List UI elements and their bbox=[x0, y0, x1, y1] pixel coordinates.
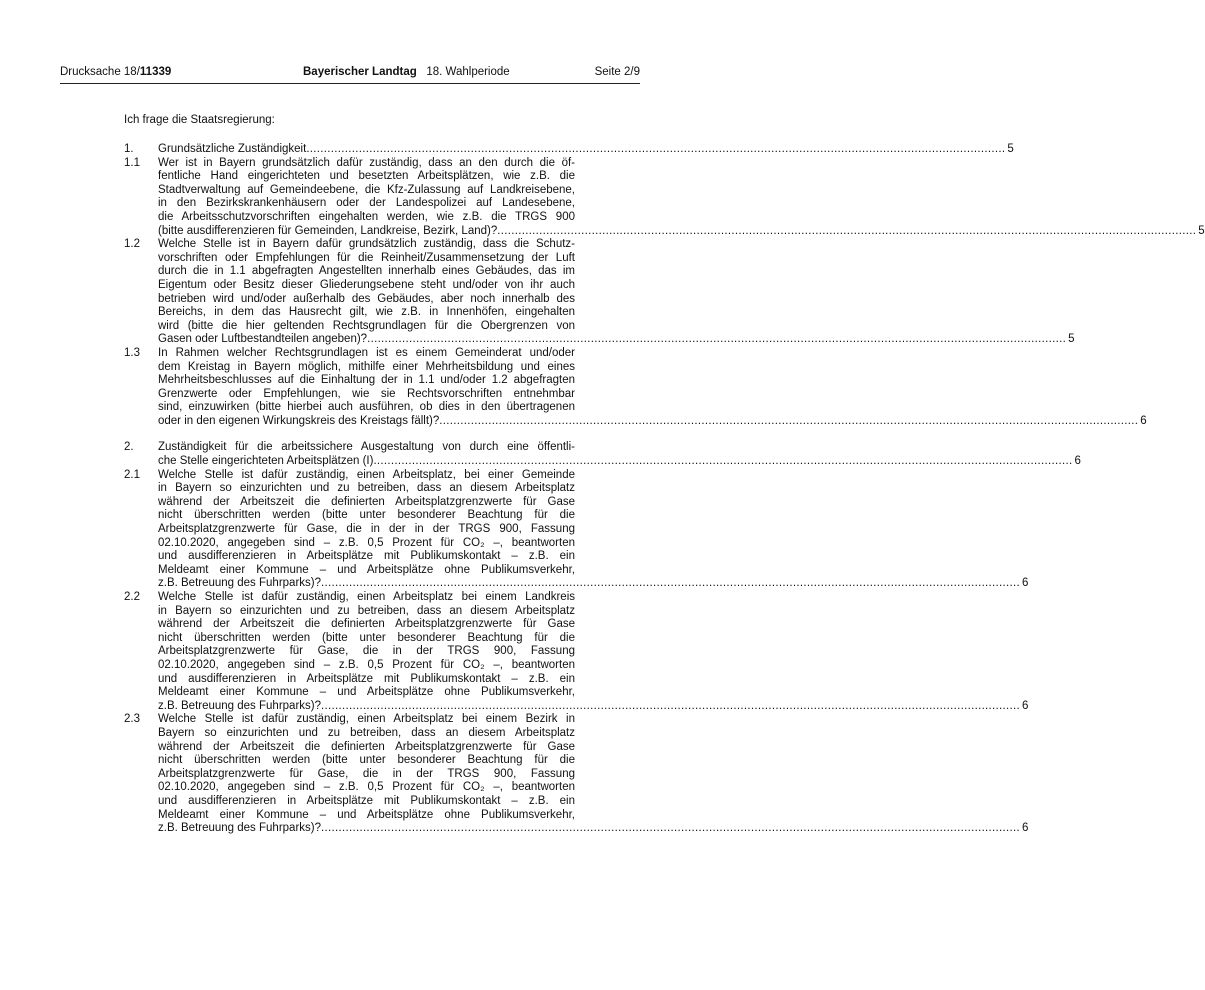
toc-entry-number: 1.1 bbox=[124, 156, 140, 169]
toc-entry bbox=[124, 591, 1029, 713]
toc-entry-line: während der Arbeitszeit die definierten Arbeitsplatzgrenzwerte für Gase bbox=[158, 495, 575, 508]
toc-entry-line: wird (bitte die hier geltenden Rechtsgrundlagen für die Obergrenzen von bbox=[158, 319, 575, 332]
toc-page-number: 6 bbox=[1022, 577, 1029, 590]
toc-entry-last-line bbox=[158, 333, 1075, 347]
dot-leader: ........................................................................................................................................................................................................ bbox=[321, 699, 1021, 712]
toc-entry-last-line bbox=[158, 455, 1081, 469]
page-number: Seite 2/9 bbox=[594, 66, 640, 78]
toc-entry-line: Grundsätzliche Zuständigkeit bbox=[158, 143, 307, 155]
toc-entry-line: Meldeamt einer Kommune – und Arbeitsplätze ohne Publikumsverkehr, bbox=[158, 563, 575, 576]
dot-leader: ........................................................................................................................................................................................................ bbox=[306, 143, 1006, 155]
legislative-period: 18. Wahlperiode bbox=[426, 66, 510, 78]
toc-entry-line: Grenzwerte oder Empfehlungen, wie sie Rechtsvorschriften entnehmbar bbox=[158, 387, 575, 400]
intro-text: Ich frage die Staatsregierung: bbox=[124, 114, 275, 126]
toc-page-number: 6 bbox=[1022, 699, 1029, 712]
toc-entry-line: und ausdifferenzieren in Arbeitsplätze mit Publikumskontakt – z.B. ein bbox=[158, 794, 575, 807]
toc-entry-last-line bbox=[158, 224, 1205, 239]
toc-entry-text bbox=[158, 143, 1014, 157]
toc-entry-line: Bayern so einzurichten und zu betreiben, dass an diesem Arbeitsplatz bbox=[158, 726, 575, 739]
toc-entry-line: Welche Stelle ist dafür zuständig, einen Arbeitsplatz bei einem Landkreis bbox=[158, 591, 575, 603]
toc-entry-text bbox=[158, 713, 1029, 835]
dot-leader: ........................................................................................................................................................................................................ bbox=[373, 455, 1073, 468]
toc-entry-line: in Bayern so einzurichten und zu betreiben, dass an diesem Arbeitsplatz bbox=[158, 482, 575, 495]
toc-entry-line: Gasen oder Luftbestandteilen angeben)? bbox=[158, 333, 368, 346]
toc-entry-line: durch die in 1.1 abgefragten Angestellten innerhalb eines Gebäudes, das im bbox=[158, 265, 575, 278]
dot-leader: ........................................................................................................................................................................................................ bbox=[321, 577, 1021, 590]
toc-entry bbox=[124, 156, 1205, 239]
toc-entry-line: in Bayern so einzurichten und zu betreiben, dass an diesem Arbeitsplatz bbox=[158, 604, 575, 617]
section-gap bbox=[124, 428, 575, 441]
toc-entry bbox=[124, 238, 1075, 347]
toc-entry-text bbox=[158, 238, 1075, 347]
toc-entry-line: nicht überschritten werden (bitte unter besonderer Beachtung für die bbox=[158, 754, 575, 767]
toc-entry-line: betrieben wird und/oder außerhalb des Gebäudes, aber noch innerhalb des bbox=[158, 292, 575, 305]
toc-entry-last-line bbox=[158, 414, 1147, 429]
toc-entry bbox=[124, 468, 1029, 591]
toc-entry-line: in den Bezirkskrankenhäusern oder der Landespolizei auf Landesebene, bbox=[158, 197, 575, 210]
toc-entry-line: Bereichs, in dem das Hausrecht gilt, wie z.B. in Innenhöfen, eingehalten bbox=[158, 306, 575, 319]
toc-entry-line: Meldeamt einer Kommune – und Arbeitsplätze ohne Publikumsverkehr, bbox=[158, 808, 575, 821]
toc-entry-line: während der Arbeitszeit die definierten Arbeitsplatzgrenzwerte für Gase bbox=[158, 740, 575, 753]
toc-entry-line: Meldeamt einer Kommune – und Arbeitsplätze ohne Publikumsverkehr, bbox=[158, 686, 575, 699]
toc-page-number: 5 bbox=[1068, 333, 1075, 346]
toc-entry-line: Mehrheitsbeschlusses auf die Einhaltung der in 1.1 und/oder 1.2 abgefragten bbox=[158, 374, 575, 387]
toc-entry-line: nicht überschritten werden (bitte unter besonderer Beachtung für die bbox=[158, 631, 575, 644]
header-divider bbox=[60, 83, 640, 84]
toc-entry-line: oder in den eigenen Wirkungskreis des Kreistags fällt)? bbox=[158, 414, 440, 427]
toc-entry-line: während der Arbeitszeit die definierten Arbeitsplatzgrenzwerte für Gase bbox=[158, 618, 575, 631]
dot-leader: ........................................................................................................................................................................................................ bbox=[321, 822, 1021, 835]
toc-entry-number: 2.2 bbox=[124, 591, 140, 603]
toc-entry-line: und ausdifferenzieren in Arbeitsplätze mit Publikumskontakt – z.B. ein bbox=[158, 672, 575, 685]
toc-entry-line: Welche Stelle ist dafür zuständig, einen Arbeitsplatz bei einem Bezirk in bbox=[158, 713, 575, 726]
toc-entry-number: 2. bbox=[124, 441, 134, 454]
toc-page-number: 5 bbox=[1198, 224, 1205, 237]
toc-entry-line: fentliche Hand eingerichteten und besetzten Arbeitsplätzen, wie z.B. die bbox=[158, 170, 575, 183]
toc-entry-line: und ausdifferenzieren in Arbeitsplätze mit Publikumskontakt – z.B. ein bbox=[158, 550, 575, 563]
toc-entry-line: Welche Stelle ist dafür zuständig, einen Arbeitsplatz, bei einer Gemeinde bbox=[158, 468, 575, 481]
toc-entry-last-line bbox=[158, 699, 1029, 714]
document-number bbox=[60, 64, 171, 80]
toc-entry-line: z.B. Betreuung des Fuhrparks)? bbox=[158, 577, 321, 590]
toc-entry-line: Arbeitsplatzgrenzwerte für Gase, die in der in der TRGS 900, Fassung bbox=[158, 523, 575, 536]
toc-entry-line: z.B. Betreuung des Fuhrparks)? bbox=[158, 822, 321, 835]
toc-entry-line: Eigentum oder Besitz dieser Gliederungsebene steht und/oder von ihr auch bbox=[158, 278, 575, 291]
toc-entry-text bbox=[158, 468, 1029, 591]
dot-leader: ........................................................................................................................................................................................................ bbox=[367, 333, 1067, 346]
toc-entry-line: vorschriften oder Empfehlungen für die Reinheit/Zusammensetzung der Luft bbox=[158, 251, 575, 264]
document-number-prefix: Drucksache 18/ bbox=[60, 66, 140, 78]
toc-entry bbox=[124, 346, 1147, 429]
toc-entry-line: che Stelle eingerichteten Arbeitsplätzen (I) bbox=[158, 455, 374, 468]
toc-entry-number: 1. bbox=[124, 143, 134, 155]
toc-entry-number: 1.2 bbox=[124, 238, 140, 251]
toc-entry-line: die Arbeitsschutzvorschriften eingehalten werden, wie z.B. die TRGS 900 bbox=[158, 210, 575, 223]
dot-leader: ........................................................................................................................................................................................................ bbox=[497, 224, 1197, 237]
toc-entry-text bbox=[158, 346, 1147, 429]
toc-entry bbox=[124, 713, 1029, 835]
toc-entry-number: 2.1 bbox=[124, 468, 140, 481]
toc-entry-last-line bbox=[158, 577, 1029, 591]
toc-entry-line: 02.10.2020, angegeben sind – z.B. 0,5 Prozent für CO₂ –, beantworten bbox=[158, 536, 575, 549]
toc-entry-line: Arbeitsplatzgrenzwerte für Gase, die in der TRGS 900, Fassung bbox=[158, 645, 575, 658]
toc-page-number: 6 bbox=[1022, 822, 1029, 835]
table-of-contents bbox=[124, 143, 1205, 836]
toc-entry-line: In Rahmen welcher Rechtsgrundlagen ist es einem Gemeinderat und/oder bbox=[158, 346, 575, 359]
parliament-label bbox=[303, 64, 510, 80]
toc-entry-line: z.B. Betreuung des Fuhrparks)? bbox=[158, 699, 321, 712]
toc-entry-line: Wer ist in Bayern grundsätzlich dafür zuständig, dass an den durch die öf- bbox=[158, 156, 575, 169]
toc-entry-last-line bbox=[158, 143, 1014, 157]
toc-entry-line: Stadtverwaltung auf Gemeindeebene, die Kfz-Zulassung auf Landkreisebene, bbox=[158, 183, 575, 196]
toc-entry bbox=[124, 143, 1014, 157]
toc-entry-last-line bbox=[158, 822, 1029, 836]
toc-entry-line: sind, einzuwirken (bitte hierbei auch ausführen, ob dies in den übertragenen bbox=[158, 401, 575, 414]
toc-entry bbox=[124, 441, 1081, 468]
toc-entry-text bbox=[158, 156, 1205, 239]
toc-page-number: 6 bbox=[1140, 414, 1147, 427]
document-number-value: 11339 bbox=[139, 66, 172, 78]
toc-entry-number: 1.3 bbox=[124, 346, 140, 359]
toc-entry-number: 2.3 bbox=[124, 713, 140, 726]
dot-leader: ........................................................................................................................................................................................................ bbox=[439, 414, 1139, 427]
toc-entry-text bbox=[158, 591, 1029, 713]
toc-entry-line: 02.10.2020, angegeben sind – z.B. 0,5 Prozent für CO₂ –, beantworten bbox=[158, 658, 575, 671]
toc-entry-line: dem Kreistag in Bayern möglich, mithilfe einer Mehrheitsbildung und eines bbox=[158, 360, 575, 373]
toc-entry-text bbox=[158, 441, 1081, 468]
toc-entry-line: Zuständigkeit für die arbeitssichere Ausgestaltung von durch eine öffentli- bbox=[158, 441, 575, 454]
toc-entry-line: Welche Stelle ist in Bayern dafür grundsätzlich zuständig, dass die Schutz- bbox=[158, 238, 575, 251]
page-header bbox=[60, 64, 640, 80]
toc-page-number: 5 bbox=[1007, 143, 1014, 155]
toc-entry-line: nicht überschritten werden (bitte unter besonderer Beachtung für die bbox=[158, 509, 575, 522]
toc-entry-line: Arbeitsplatzgrenzwerte für Gase, die in der TRGS 900, Fassung bbox=[158, 767, 575, 780]
toc-entry-line: (bitte ausdifferenzieren für Gemeinden, Landkreise, Bezirk, Land)? bbox=[158, 224, 498, 237]
parliament-name: Bayerischer Landtag bbox=[303, 66, 417, 78]
toc-entry-line: 02.10.2020, angegeben sind – z.B. 0,5 Prozent für CO₂ –, beantworten bbox=[158, 781, 575, 794]
toc-page-number: 6 bbox=[1074, 455, 1081, 468]
